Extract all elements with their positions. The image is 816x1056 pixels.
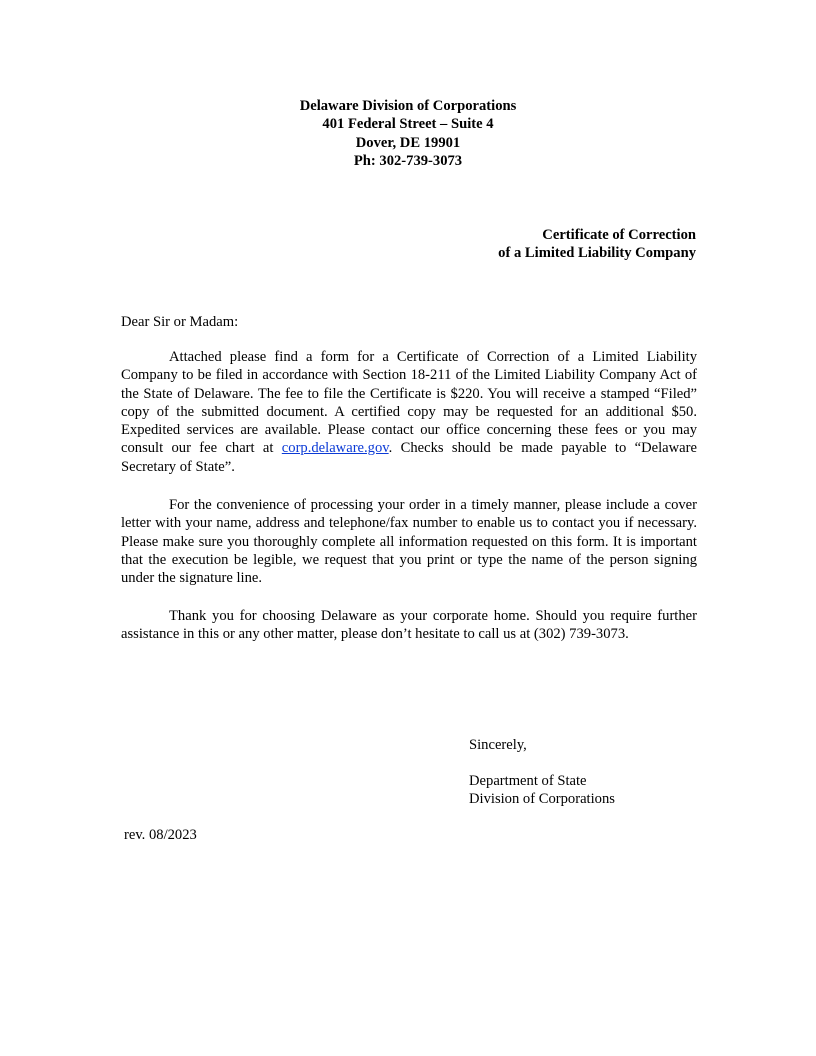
letterhead-street: 401 Federal Street – Suite 4 [322, 116, 494, 133]
certificate-title-line2: of a Limited Liability Company [498, 245, 696, 262]
revision-date: rev. 08/2023 [124, 827, 197, 843]
letterhead-phone: Ph: 302-739-3073 [353, 152, 463, 169]
fee-chart-link[interactable]: corp.delaware.gov [281, 440, 389, 457]
letterhead [0, 97, 816, 170]
signature-department: Department of State [469, 773, 587, 789]
signoff: Sincerely, [469, 737, 527, 753]
salutation: Dear Sir or Madam: [121, 314, 239, 330]
paragraph-fees-text-end: . Checks should be made payable to “Delaware Secretary of State”. [121, 440, 697, 475]
paragraph-fees-text: Attached please find a form for a Certificate of Correction of a Limited Liability Company to be filed in accordance with Section 18-211 of the Limited Liability Company Act of the State of Delaware. The fee to file the Certificate is $220. You will receive a stamped “Filed” copy of the submitted document. A certified copy may be requested for an additional $50. Expedited services are available. Please contact our office concerning these fees or you may consult our fee chart at [121, 349, 697, 457]
letterhead-org: Delaware Division of Corporations [299, 98, 517, 114]
letterhead-city: Dover, DE 19901 [355, 134, 461, 151]
signature-division: Division of Corporations [469, 791, 615, 808]
signature-block [469, 772, 615, 809]
certificate-title [498, 226, 696, 263]
paragraph-thanks: Thank you for choosing Delaware as your corporate home. Should you require further assistance in this or any other matter, please don’t hesitate to call us at (302) 739-3073. [121, 608, 697, 643]
certificate-title-line1: Certificate of Correction [542, 227, 696, 243]
paragraph-instructions: For the convenience of processing your order in a timely manner, please include a cover letter with your name, address and telephone/fax number to enable us to contact you if necessary. Please make sure you thoroughly complete all information requested on this form. It is important that the execution be legible, we request that you print or type the name of the person signing under the signature line. [121, 497, 697, 587]
paragraph-fees [121, 348, 697, 476]
